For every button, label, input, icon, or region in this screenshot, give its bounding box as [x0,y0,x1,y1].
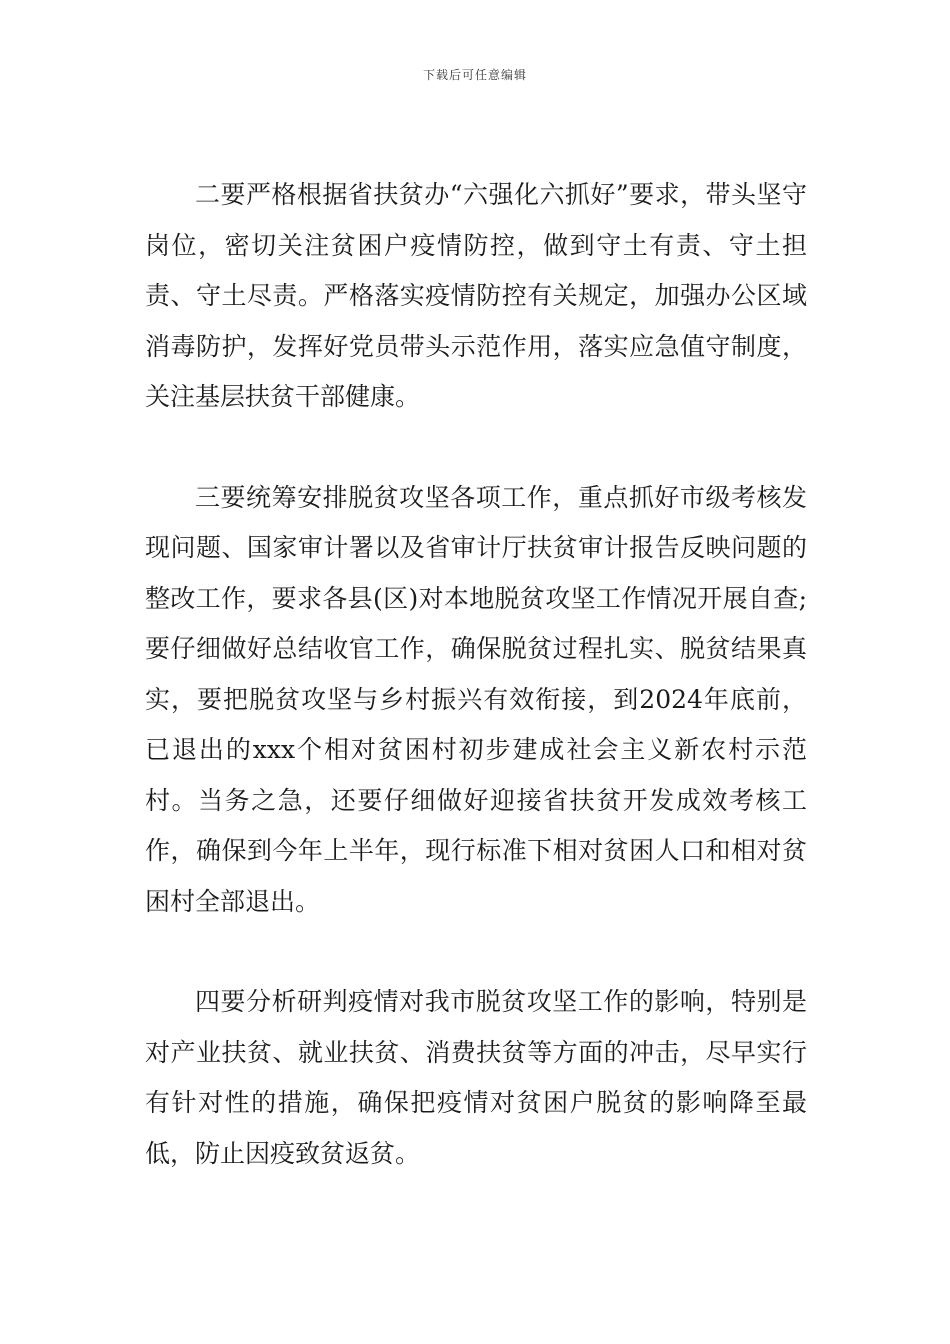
paragraph-4: 四要分析研判疫情对我市脱贫攻坚工作的影响，特别是对产业扶贫、就业扶贫、消费扶贫等方面的冲击，尽早实行有针对性的措施，确保把疫情对贫困户脱贫的影响降至最低，防止因疫致贫返贫。 [145,987,807,1168]
paragraph-3: 三要统筹安排脱贫攻坚各项工作，重点抓好市级考核发现问题、国家审计署以及省审计厅扶贫审计报告反映问题的整改工作，要求各县(区)对本地脱贫攻坚工作情况开展自查;要仔细做好总结收官工作，确保脱贫过程扎实、脱贫结果真实，要把脱贫攻坚与乡村振兴有效衔接，到2024年底前，已退出的xxx个相对贫困村初步建成社会主义新农村示范村。当务之急，还要仔细做好迎接省扶贫开发成效考核工作，确保到今年上半年，现行标准下相对贫困人口和相对贫困村全部退出。 [145,482,807,916]
header-note: 下载后可任意编辑 [422,68,527,82]
document-body [145,170,807,1179]
paragraph-2: 二要严格根据省扶贫办“六强化六抓好”要求，带头坚守岗位，密切关注贫困户疫情防控，做到守土有责、守土担责、守土尽责。严格落实疫情防控有关规定，加强办公区域消毒防护，发挥好党员带头示范作用，落实应急值守制度，关注基层扶贫干部健康。 [145,180,807,411]
